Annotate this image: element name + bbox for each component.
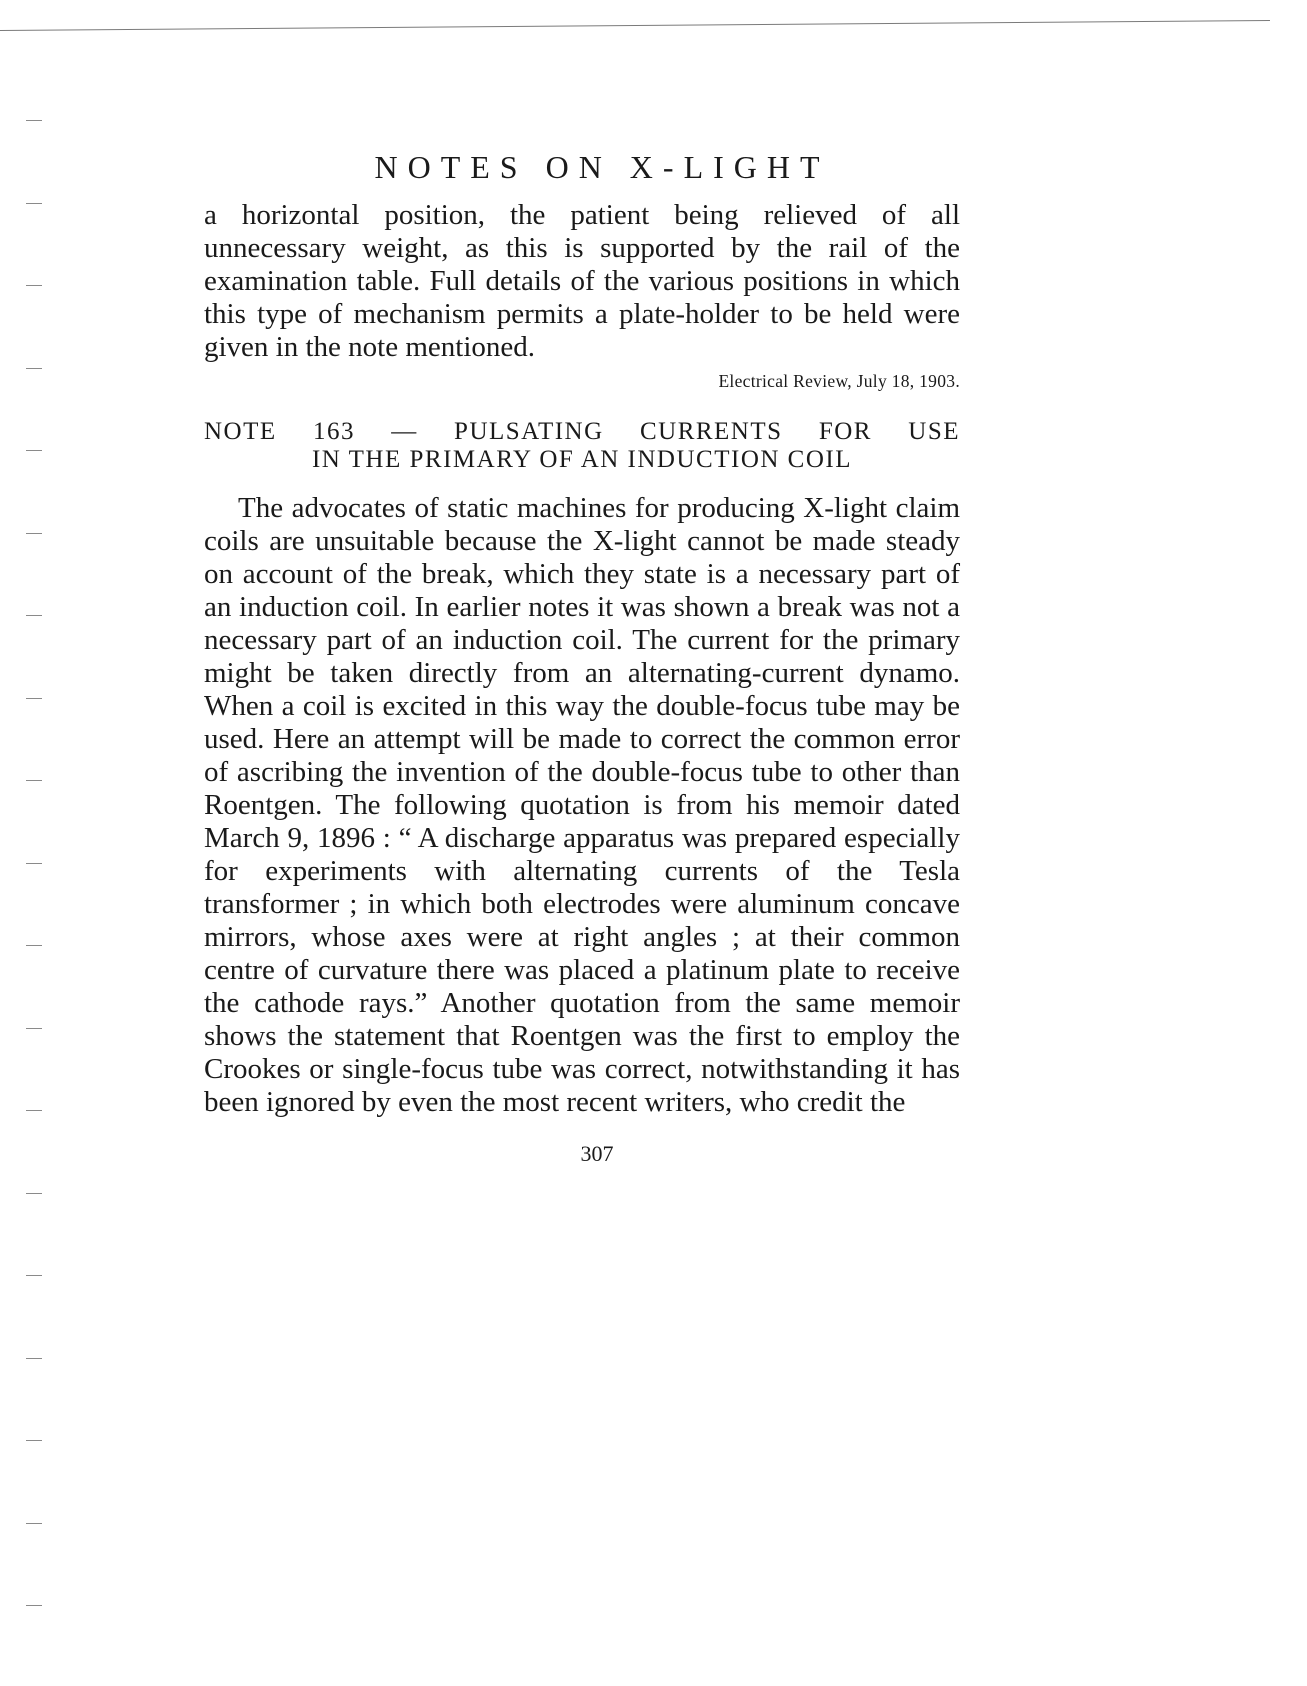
- note-heading-line-2: IN THE PRIMARY OF AN INDUCTION COIL: [311, 446, 852, 474]
- running-head: NOTES ON X-LIGHT: [374, 149, 830, 185]
- margin-tick: [26, 1523, 42, 1524]
- margin-tick: [26, 1440, 42, 1441]
- margin-tick: [26, 1110, 42, 1111]
- margin-tick: [26, 615, 42, 616]
- margin-tick: [26, 698, 42, 699]
- margin-tick: [26, 120, 42, 121]
- margin-tick: [26, 863, 42, 864]
- margin-tick: [26, 1193, 42, 1194]
- paragraph-note-body: The advocates of static machines for producing X-light claim coils are unsuitable because the X-light cannot be made steady on account of the break, which they state is a necessary part of an induction coil. In earlier notes it was shown a break was not a necessary part of an induction coil. The current for the primary might be taken directly from an alternating-current dynamo. When a coil is excited in this way the double-focus tube may be used. Here an attempt will be made to correct the common error of ascribing the invention of the double-focus tube to other than Roentgen. The following quotation is from his memoir dated March 9, 1896 : “ A discharge apparatus was prepared especially for experiments with alternating currents of the Tesla transformer ; in which both electrodes were aluminum concave mirrors, whose axes were at right angles ; at their common centre of curvature there was placed a platinum plate to receive the cathode rays.” Another quotation from the same memoir shows the statement that Roentgen was the first to employ the Crookes or single-focus tube was correct, notwithstanding it has been ignored by even the most recent writers, who credit the: [204, 492, 960, 1119]
- margin-tick: [26, 1275, 42, 1276]
- page-number: 307: [580, 1141, 614, 1167]
- source-citation: Electrical Review, July 18, 1903.: [718, 371, 960, 392]
- note-heading-line-1: NOTE 163 — PULSATING CURRENTS FOR USE: [204, 418, 960, 446]
- paragraph-continued: a horizontal position, the patient being relieved of all unnecessary weight, as this is supported by the rail of the examination table. Full details of the various positions in which this type of mechanism permits a plate-holder to be held were given in the note mentioned.: [204, 199, 960, 364]
- margin-tick: [26, 203, 42, 204]
- margin-tick: [26, 1358, 42, 1359]
- book-page: [204, 150, 960, 1167]
- margin-tick: [26, 450, 42, 451]
- scan-margin-ticks: [0, 0, 60, 1686]
- note-heading: [204, 418, 960, 474]
- margin-tick: [26, 1028, 42, 1029]
- scan-top-rule: [0, 20, 1270, 31]
- margin-tick: [26, 945, 42, 946]
- margin-tick: [26, 285, 42, 286]
- margin-tick: [26, 368, 42, 369]
- margin-tick: [26, 780, 42, 781]
- margin-tick: [26, 1605, 42, 1606]
- margin-tick: [26, 533, 42, 534]
